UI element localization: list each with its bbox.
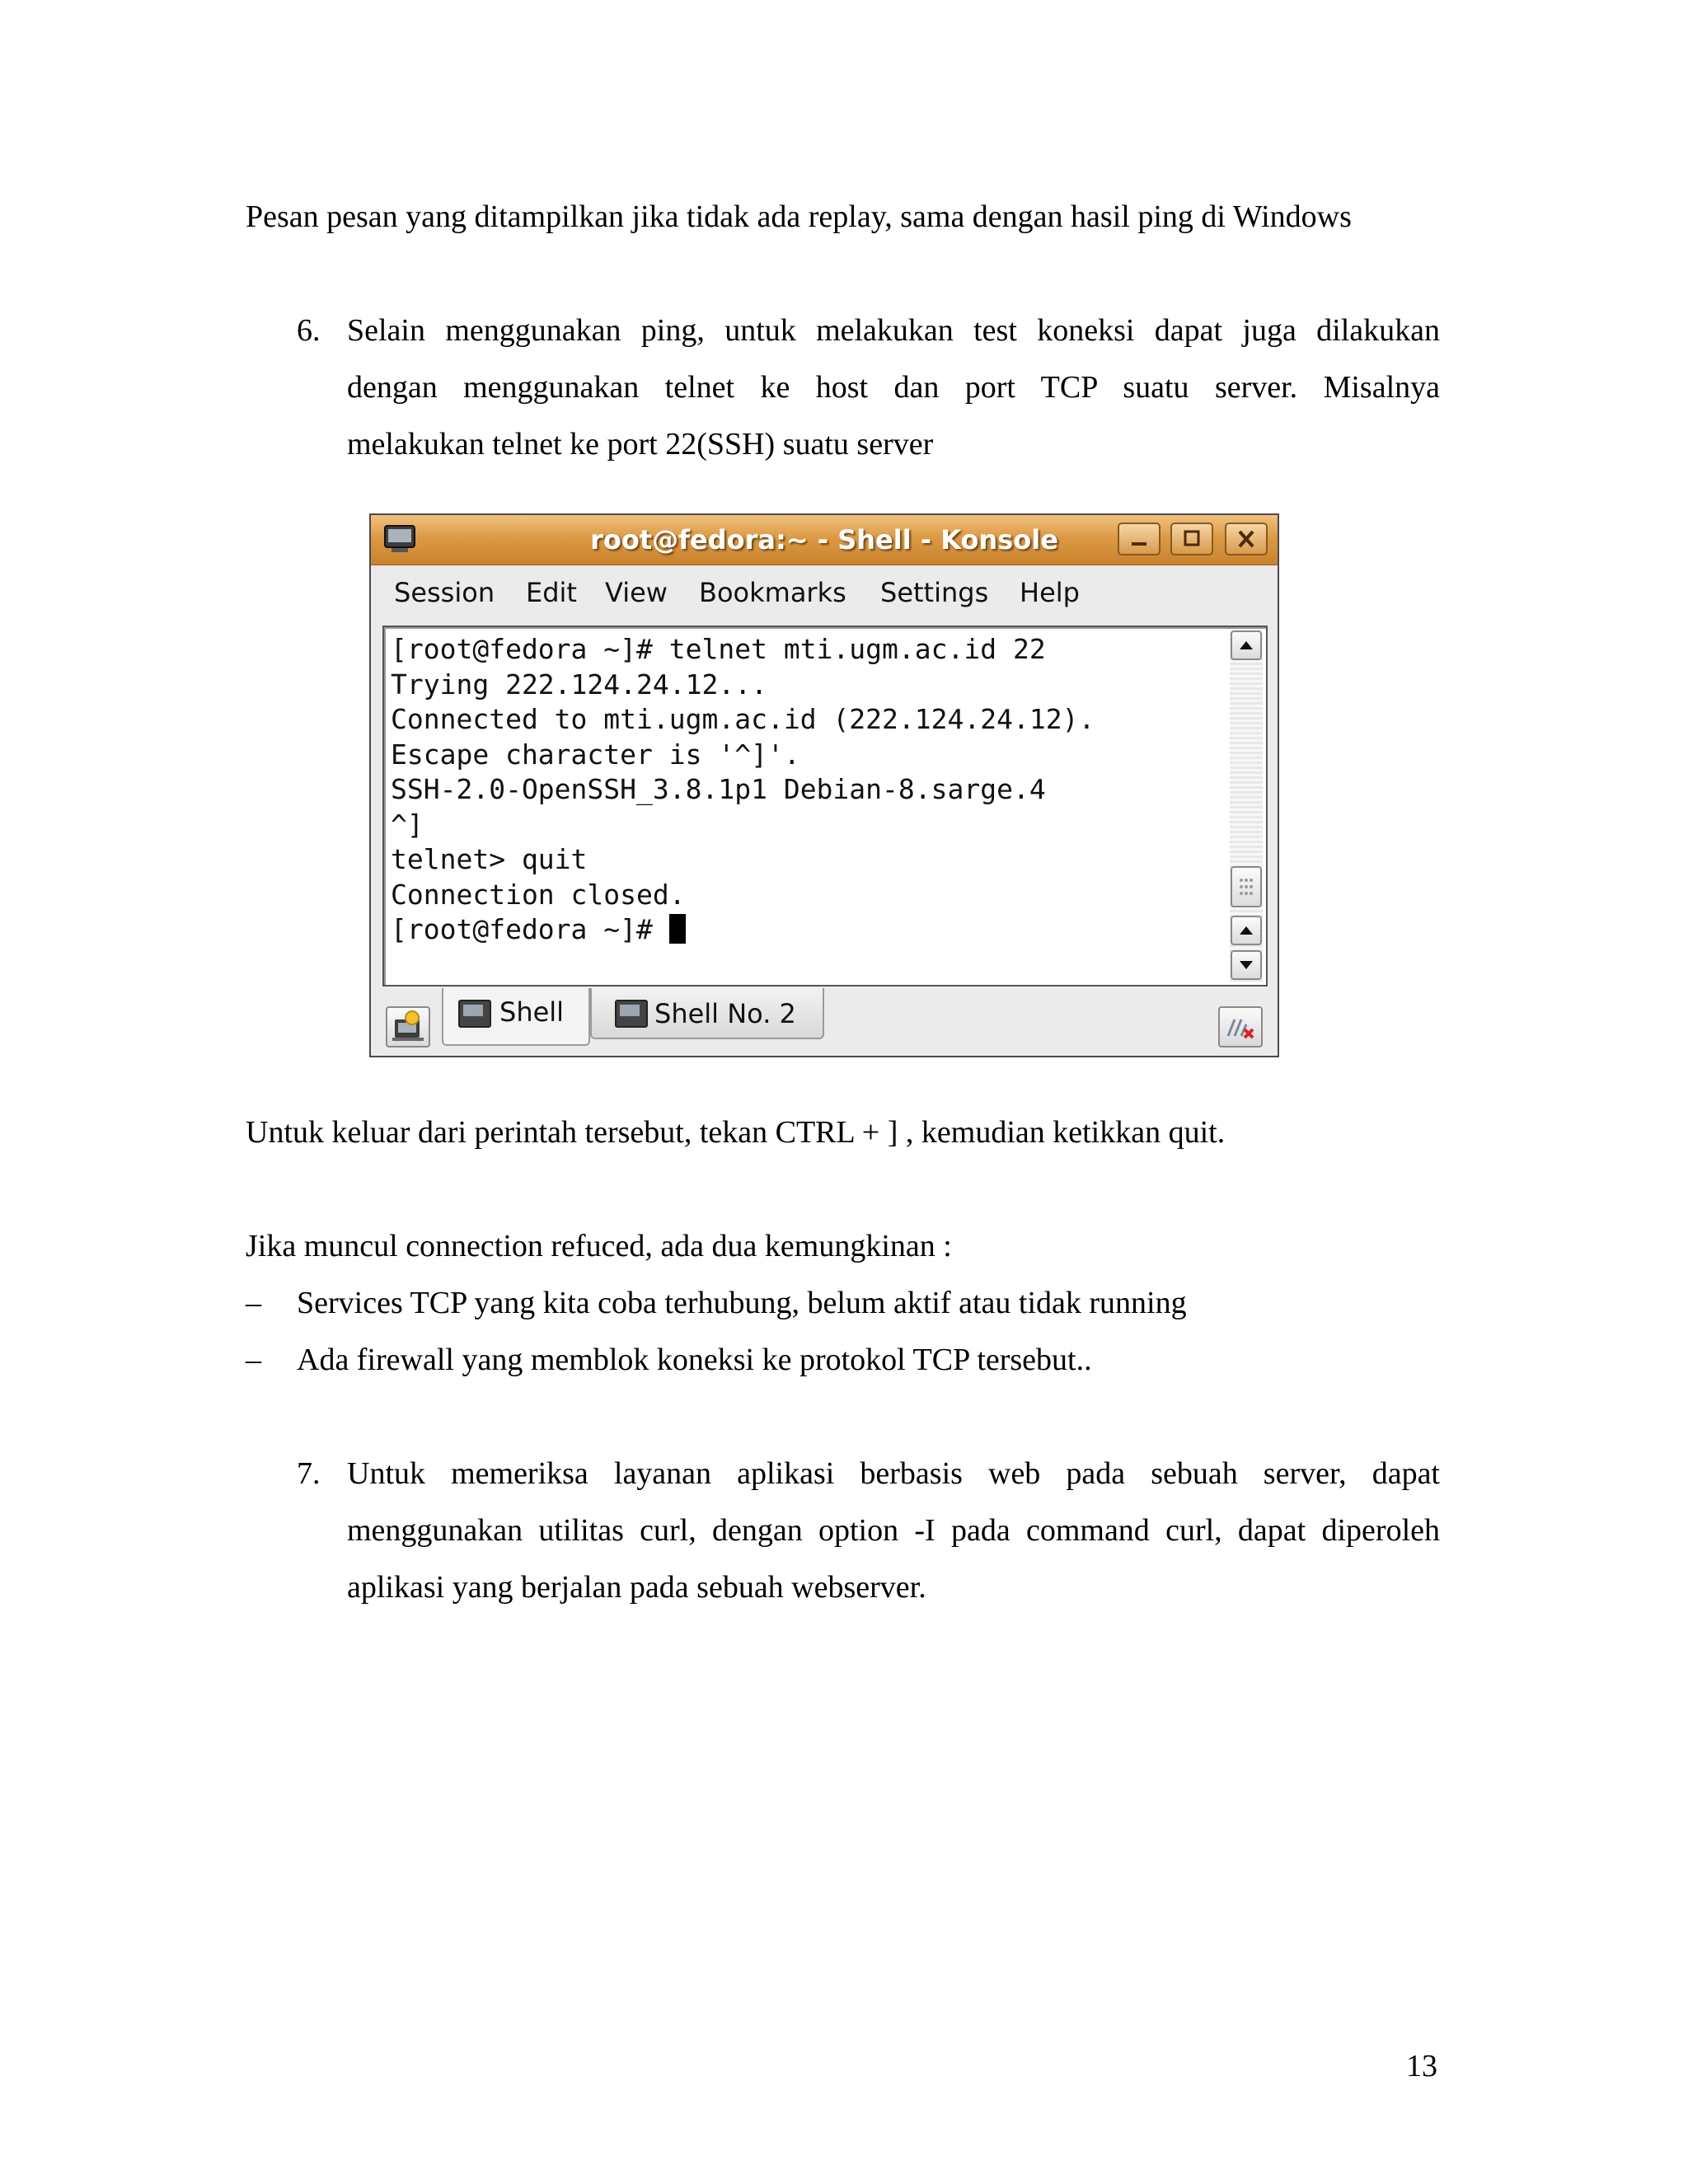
page-number: 13 [1406,2049,1437,2083]
tab-shell-no-2[interactable] [590,988,824,1039]
arrow-down-icon [1232,952,1260,978]
item6-line2: dengan menggunakan telnet ke host dan port TCP suatu server. Misalnya [347,370,1440,405]
item7-line1: Untuk memeriksa layanan aplikasi berbasis web pada sebuah server, dapat [347,1456,1440,1491]
arrow-up-icon [1232,917,1260,944]
item6-line1: Selain menggunakan ping, untuk melakukan test koneksi dapat juga dilakukan [347,313,1440,348]
item7-line3: aplikasi yang berjalan pada sebuah webserver. [347,1570,926,1605]
scroll-up-button-lower[interactable] [1231,916,1262,945]
konsole-window [369,513,1279,1057]
terminal-line: Escape character is '^]'. [391,738,800,771]
tab-shell-no-2-label: Shell No. 2 [654,998,796,1029]
close-button[interactable] [1225,523,1268,555]
maximize-button[interactable] [1170,523,1213,555]
list-number-6: 6. [297,313,321,348]
new-session-icon [387,1008,429,1046]
menu-session[interactable]: Session [394,577,495,608]
scroll-down-button[interactable] [1231,950,1262,980]
menu-view[interactable]: View [605,577,668,608]
bullet-marker: – [246,1343,261,1377]
close-session-button[interactable] [1218,1006,1263,1047]
terminal-area[interactable] [382,626,1268,987]
tab-shell[interactable] [442,988,590,1046]
tab-bar [371,988,1278,1057]
close-session-icon [1220,1008,1261,1046]
item7-line2: menggunakan utilitas curl, dengan option -I pada command curl, dapat diperoleh [347,1513,1440,1548]
exit-note: Untuk keluar dari perintah tersebut, tekan CTRL + ] , kemudian ketikkan quit. [246,1115,1226,1150]
terminal-line: telnet> quit [391,843,588,875]
maximize-icon [1172,524,1212,554]
vertical-scrollbar[interactable] [1230,630,1263,982]
list-number-7: 7. [297,1456,321,1491]
minimize-icon [1119,524,1159,554]
bullet-item-2: Ada firewall yang memblok koneksi ke protokol TCP tersebut.. [297,1343,1092,1377]
menu-edit[interactable]: Edit [526,577,577,608]
terminal-line: Connection closed. [391,878,686,911]
new-session-button[interactable] [386,1006,430,1047]
menu-bar [371,565,1278,620]
menu-help[interactable]: Help [1020,577,1080,608]
arrow-up-icon [1232,632,1260,658]
menu-settings[interactable]: Settings [880,577,989,608]
terminal-line: SSH-2.0-OpenSSH_3.8.1p1 Debian-8.sarge.4 [391,773,1046,805]
terminal-line: Trying 222.124.24.12... [391,668,767,701]
grip-icon [1232,868,1260,906]
terminal-line: [root@fedora ~]# telnet mti.ugm.ac.id 22 [391,633,1046,665]
bullet-item-1: Services TCP yang kita coba terhubung, belum aktif atau tidak running [297,1286,1187,1320]
item6-line3: melakukan telnet ke port 22(SSH) suatu server [347,427,934,462]
bullet-marker: – [246,1286,261,1320]
window-title: root@fedora:~ - Shell - Konsole [590,524,1058,555]
scroll-up-button[interactable] [1231,630,1262,660]
menu-bookmarks[interactable]: Bookmarks [699,577,846,608]
terminal-icon [458,1000,491,1028]
tab-shell-label: Shell [499,996,565,1028]
terminal-cursor [669,914,686,944]
intro-paragraph: Pesan pesan yang ditampilkan jika tidak ada replay, sama dengan hasil ping di Windows [246,199,1352,234]
close-icon [1226,524,1266,554]
terminal-output [391,632,1095,948]
terminal-line: Connected to mti.ugm.ac.id (222.124.24.12). [391,703,1095,735]
minimize-button[interactable] [1118,523,1160,555]
terminal-line: ^] [391,808,424,841]
terminal-icon [615,1000,648,1028]
refused-intro: Jika muncul connection refuced, ada dua kemungkinan : [246,1229,952,1263]
terminal-prompt-line [391,912,1095,948]
window-titlebar[interactable] [371,515,1278,565]
scrollbar-thumb[interactable] [1231,866,1262,907]
terminal-prompt: [root@fedora ~]# [391,913,669,945]
